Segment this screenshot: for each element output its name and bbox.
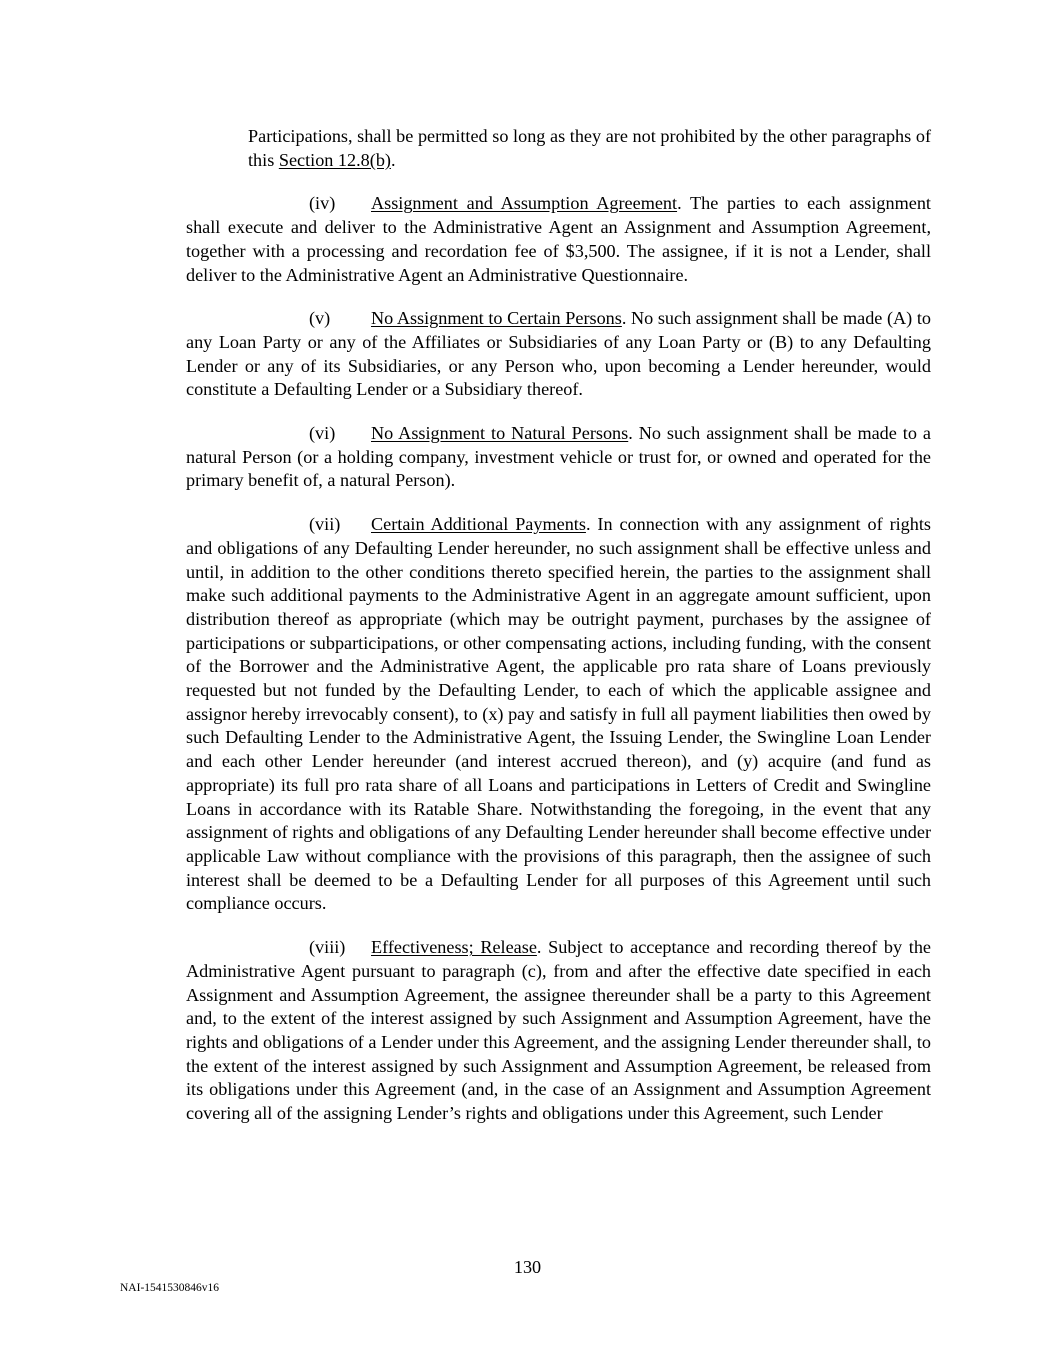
paragraph-v — [186, 307, 931, 402]
clause-number: (viii) — [309, 937, 346, 958]
clause-number: (iv) — [309, 193, 336, 214]
paragraph-participations — [248, 125, 931, 172]
clause-text: . No such assignment shall be made to a natural Person (or a holding company, investment vehicle or trust for, or owned and operated for the primary benefit of, a natural Person). — [186, 423, 931, 491]
paragraph-iv — [186, 192, 931, 287]
clause-heading: Assignment and Assumption Agreement — [371, 193, 678, 214]
clause-number: (vii) — [309, 514, 341, 535]
clause-heading: Certain Additional Payments — [371, 514, 586, 535]
document-body — [186, 125, 931, 1146]
clause-heading: Effectiveness; Release — [371, 937, 537, 958]
page-number: 130 — [513, 1257, 542, 1277]
clause-heading: No Assignment to Natural Persons — [371, 423, 629, 444]
clause-text: . In connection with any assignment of rights and obligations of any Defaulting Lender hereunder, no such assignment shall be effective unless and until, in addition to the other conditions thereto specified herein, the parties to the assignment shall make such additional payments to the Administrative Agent in an aggregate amount sufficient, upon distribution thereof as appropriate (which may be outright payment, purchases by the assignee of participations or subparticipations, or other compensating actions, including funding, with the consent of the Borrower and the Administrative Agent, the applicable pro rata share of Loans previously requested but not funded by the Defaulting Lender, to each of which the applicable assignee and assignor hereby irrevocably consent), to (x) pay and satisfy in full all payment liabilities then owed by such Defaulting Lender to the Administrative Agent, the Issuing Lender, the Swingline Loan Lender and each other Lender hereunder (and interest accrued thereon), and (y) acquire (and fund as appropriate) its full pro rata share of all Loans and participations in Letters of Credit and Swingline Loans in accordance with its Ratable Share. Notwithstanding the foregoing, in the event that any assignment of rights and obligations of any Defaulting Lender hereunder shall become effective under applicable Law without compliance with the provisions of this paragraph, then the assignee of such interest shall be deemed to be a Defaulting Lender for all purposes of this Agreement until such compliance occurs. — [186, 514, 931, 914]
clause-text: . The parties to each assignment shall execute and deliver to the Administrative Agent an Assignment and Assumption Agreement, together with a processing and recordation fee of $3,500. The assignee, if it is not a Lender, shall deliver to the Administrative Agent an Administrative Questionnaire. — [186, 193, 931, 285]
clause-number: (v) — [309, 308, 331, 329]
section-reference: Section 12.8(b) — [278, 149, 391, 170]
document-id: NAI-1541530846v16 — [120, 1282, 220, 1294]
paragraph-vi — [186, 422, 931, 493]
clause-text: . Subject to acceptance and recording thereof by the Administrative Agent pursuant to paragraph (c), from and after the effective date specified in each Assignment and Assumption Agreement, the assignee thereunder shall be a party to this Agreement and, to the extent of the interest assigned by such Assignment and Assumption Agreement, have the rights and obligations of a Lender under this Agreement, and the assigning Lender thereunder shall, to the extent of the interest assigned by such Assignment and Assumption Agreement, be released from its obligations under this Agreement (and, in the case of an Assignment and Assumption Agreement covering all of the assigning Lender’s rights and obligations under this Agreement, such Lender — [186, 937, 931, 1124]
clause-number: (vi) — [309, 423, 336, 444]
paragraph-viii — [186, 936, 931, 1126]
paragraph-text: . — [390, 149, 396, 170]
paragraph-vii — [186, 513, 931, 916]
clause-text: . No such assignment shall be made (A) to any Loan Party or any of the Affiliates or Subsidiaries of any Loan Party or (B) to any Defaulting Lender or any of its Subsidiaries, or any Person who, upon becoming a Lender hereunder, would constitute a Defaulting Lender or a Subsidiary thereof. — [186, 308, 931, 400]
clause-heading: No Assignment to Certain Persons — [371, 308, 622, 329]
paragraph-text: Participations, shall be permitted so long as they are not prohibited by the other paragraphs of this — [248, 126, 931, 170]
